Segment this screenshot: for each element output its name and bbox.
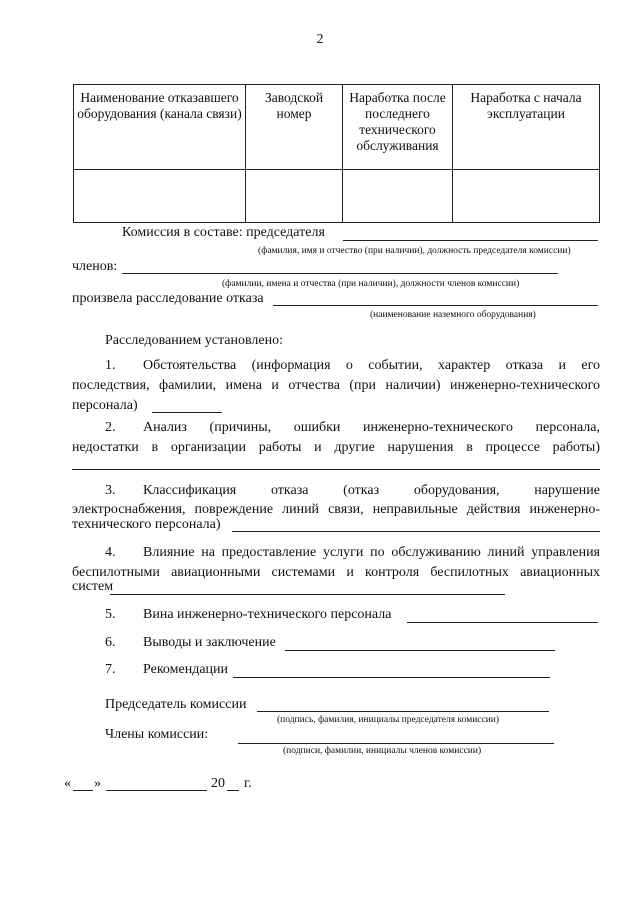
item-3-line-3: технического персонала) bbox=[72, 517, 221, 532]
chair-signature-line[interactable] bbox=[257, 711, 549, 712]
equipment-caption: (наименование наземного оборудования) bbox=[370, 310, 536, 320]
item-5-label: Вина инженерно-технического персонала bbox=[143, 607, 392, 622]
date-year-line[interactable] bbox=[227, 790, 239, 791]
item-6-label: Выводы и заключение bbox=[143, 635, 276, 650]
page-number: 2 bbox=[316, 32, 324, 47]
item-2-line-2: недостатки в организации работы и другие нарушения в процессе работы) bbox=[72, 440, 600, 455]
date-year-prefix: 20 bbox=[211, 776, 225, 791]
item-1-line-1: Обстоятельства (информация о событии, характер отказа и его bbox=[143, 358, 600, 373]
header-serial-number: Заводской номер bbox=[246, 85, 343, 170]
table-cell[interactable] bbox=[246, 170, 343, 223]
table-header-row bbox=[74, 85, 600, 170]
item-6-number: 6. bbox=[105, 635, 116, 650]
members-signature-caption: (подписи, фамилии, инициалы членов комиссии) bbox=[283, 746, 482, 756]
date-year-suffix: г. bbox=[244, 776, 252, 791]
item-4-line-3: систем bbox=[72, 579, 114, 594]
item-2-line-1: Анализ (причины, ошибки инженерно-технического персонала, bbox=[143, 420, 600, 435]
members-signature-label: Члены комиссии: bbox=[105, 727, 209, 742]
table-cell[interactable] bbox=[343, 170, 453, 223]
item-6-fill-line[interactable] bbox=[285, 650, 555, 651]
item-4-line-2: беспилотными авиационными системами и контроля беспилотных авиационных bbox=[72, 565, 600, 580]
commission-label: Комиссия в составе: председателя bbox=[122, 225, 325, 240]
header-hours-since-maintenance: Наработка после последнего технического обслуживания bbox=[343, 85, 453, 170]
header-equipment-name: Наименование отказавшего оборудования (канала связи) bbox=[74, 85, 246, 170]
members-caption: (фамилии, имена и отчества (при наличии), должности членов комиссии) bbox=[222, 279, 520, 289]
item-1-number: 1. bbox=[105, 358, 116, 373]
item-2-fill-line[interactable] bbox=[72, 469, 600, 470]
table-row bbox=[74, 170, 600, 223]
date-open-quote: « bbox=[64, 776, 71, 791]
item-7-fill-line[interactable] bbox=[233, 677, 550, 678]
item-3-number: 3. bbox=[105, 483, 116, 498]
header-hours-since-start: Наработка с начала эксплуатации bbox=[453, 85, 600, 170]
item-4-line-1: Влияние на предоставление услуги по обслуживанию линий управления bbox=[143, 545, 600, 560]
item-1-line-2: последствия, фамилии, имена и отчества (при наличии) инженерно-технического bbox=[72, 378, 600, 393]
item-5-fill-line[interactable] bbox=[407, 622, 598, 623]
equipment-table bbox=[73, 84, 600, 223]
item-3-line-1: Классификация отказа (отказ оборудования, нарушение bbox=[143, 483, 600, 498]
item-1-line-3: персонала) bbox=[72, 398, 138, 413]
members-fill-line[interactable] bbox=[122, 273, 558, 274]
chair-caption: (фамилия, имя и отчество (при наличии), должность председателя комиссии) bbox=[258, 246, 571, 256]
chair-signature-caption: (подпись, фамилия, инициалы председателя комиссии) bbox=[277, 715, 500, 725]
date-day-line[interactable] bbox=[73, 790, 93, 791]
members-label: членов: bbox=[72, 259, 118, 274]
chair-signature-label: Председатель комиссии bbox=[105, 697, 247, 712]
investigated-label: произвела расследование отказа bbox=[72, 291, 264, 306]
table-cell[interactable] bbox=[453, 170, 600, 223]
item-2-number: 2. bbox=[105, 420, 116, 435]
item-4-fill-line[interactable] bbox=[110, 594, 505, 595]
members-signature-line[interactable] bbox=[238, 743, 554, 744]
item-5-number: 5. bbox=[105, 607, 116, 622]
date-close-quote: » bbox=[94, 776, 101, 791]
item-3-fill-line[interactable] bbox=[232, 531, 600, 532]
item-7-label: Рекомендации bbox=[143, 662, 229, 677]
chair-fill-line[interactable] bbox=[343, 240, 598, 241]
item-7-number: 7. bbox=[105, 662, 116, 677]
equipment-fill-line[interactable] bbox=[273, 305, 598, 306]
date-month-line[interactable] bbox=[106, 790, 207, 791]
established-heading: Расследованием установлено: bbox=[105, 333, 283, 348]
item-1-fill-line[interactable] bbox=[152, 412, 222, 413]
table-cell[interactable] bbox=[74, 170, 246, 223]
item-3-line-2: электроснабжения, повреждение линий связи, неправильные действия инженерно- bbox=[72, 502, 600, 517]
item-4-number: 4. bbox=[105, 545, 116, 560]
